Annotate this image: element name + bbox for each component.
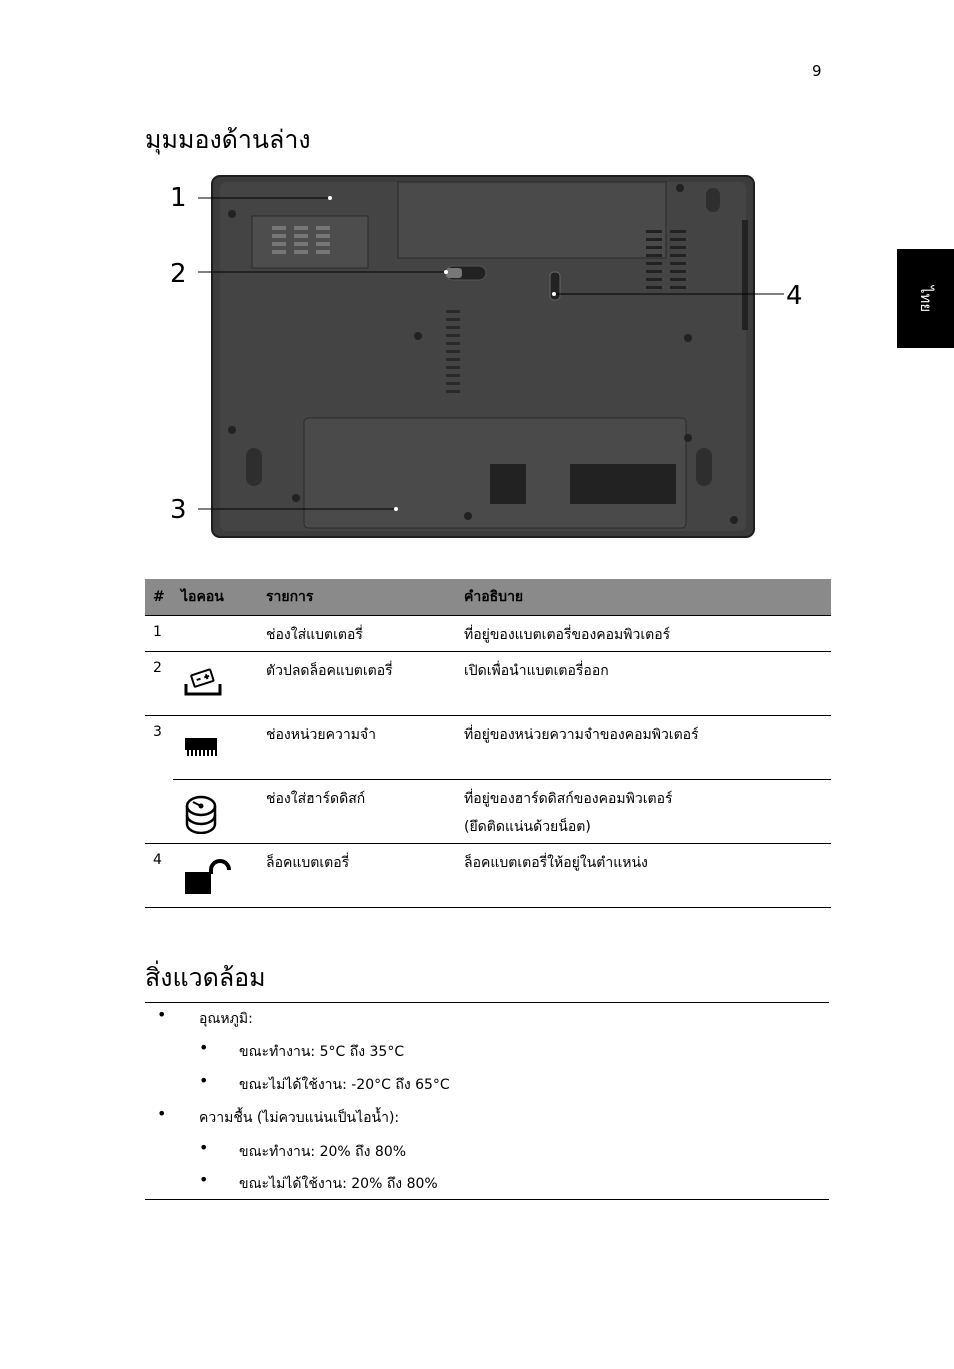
row-num: 3 [153,724,162,740]
row-description: ล็อคแบตเตอรี่ให้อยู่ในตำแหน่ง [456,844,831,908]
row-item: ช่องหน่วยความจำ [258,716,456,780]
bullet-icon: • [199,1170,209,1189]
laptop-bottom-figure [160,168,820,548]
bullet-icon: • [199,1138,209,1157]
header-description: คำอธิบาย [456,579,831,616]
row-icon [173,616,258,652]
bullet-icon: • [157,1104,167,1123]
callout-2: 2 [170,259,187,289]
list-item: ความชื้น (ไม่ควบแน่นเป็นไอน้ำ): [199,1110,400,1126]
header-num: # [145,579,173,616]
callout-4: 4 [786,281,803,311]
row-description [456,780,831,844]
table-row [145,616,831,652]
row-item: ช่องใส่แบตเตอรี่ [258,616,456,652]
row-description-line1: ที่อยู่ของฮาร์ดดิสก์ของคอมพิวเตอร์ [464,791,673,807]
table-header-row [145,579,831,616]
row-num [145,780,173,844]
row-num: 1 [145,616,173,652]
header-icon: ไอคอน [173,579,258,616]
list-item: ขณะไม่ได้ใช้งาน: -20°C ถึง 65°C [239,1077,450,1093]
bullet-icon: • [199,1038,209,1057]
list-item: อุณหภูมิ: [199,1011,253,1027]
memory-icon [183,730,219,760]
laptop-bottom-illustration [160,168,820,548]
environment-list [145,1002,829,1200]
parts-table [145,579,831,908]
callout-3: 3 [170,495,187,525]
bullet-icon: • [199,1071,209,1090]
table-row [145,716,831,780]
list-item: ขณะทำงาน: 20% ถึง 80% [239,1144,407,1160]
list-item: ขณะทำงาน: 5°C ถึง 35°C [239,1044,405,1060]
language-tab [897,249,954,348]
section-title-environment: สิ่งแวดล้อม [145,963,266,992]
row-num: 4 [145,844,173,908]
list-item: ขณะไม่ได้ใช้งาน: 20% ถึง 80% [239,1176,438,1192]
row-description: เปิดเพื่อนำแบตเตอรี่ออก [456,652,831,716]
language-tab-label: ไทย [916,285,935,312]
row-item: ช่องใส่ฮาร์ดดิสก์ [258,780,456,844]
row-description: ที่อยู่ของหน่วยความจำของคอมพิวเตอร์ [456,716,831,780]
lock-icon [183,858,233,896]
header-item: รายการ [258,579,456,616]
row-description-line2: (ยึดติดแน่นด้วยน็อต) [464,819,591,835]
row-description: ที่อยู่ของแบตเตอรี่ของคอมพิวเตอร์ [456,616,831,652]
hard-disk-icon [183,794,219,834]
bullet-icon: • [157,1005,167,1024]
page-number: 9 [812,62,822,80]
table-row [145,652,831,716]
table-row [145,780,831,844]
table-row [145,844,831,908]
section-title-bottom-view: มุมมองด้านล่าง [145,125,311,154]
row-item: ตัวปลดล็อคแบตเตอรี่ [258,652,456,716]
row-item: ล็อคแบตเตอรี่ [258,844,456,908]
battery-release-icon [183,666,223,698]
callout-1: 1 [170,183,187,213]
row-num: 2 [145,652,173,716]
